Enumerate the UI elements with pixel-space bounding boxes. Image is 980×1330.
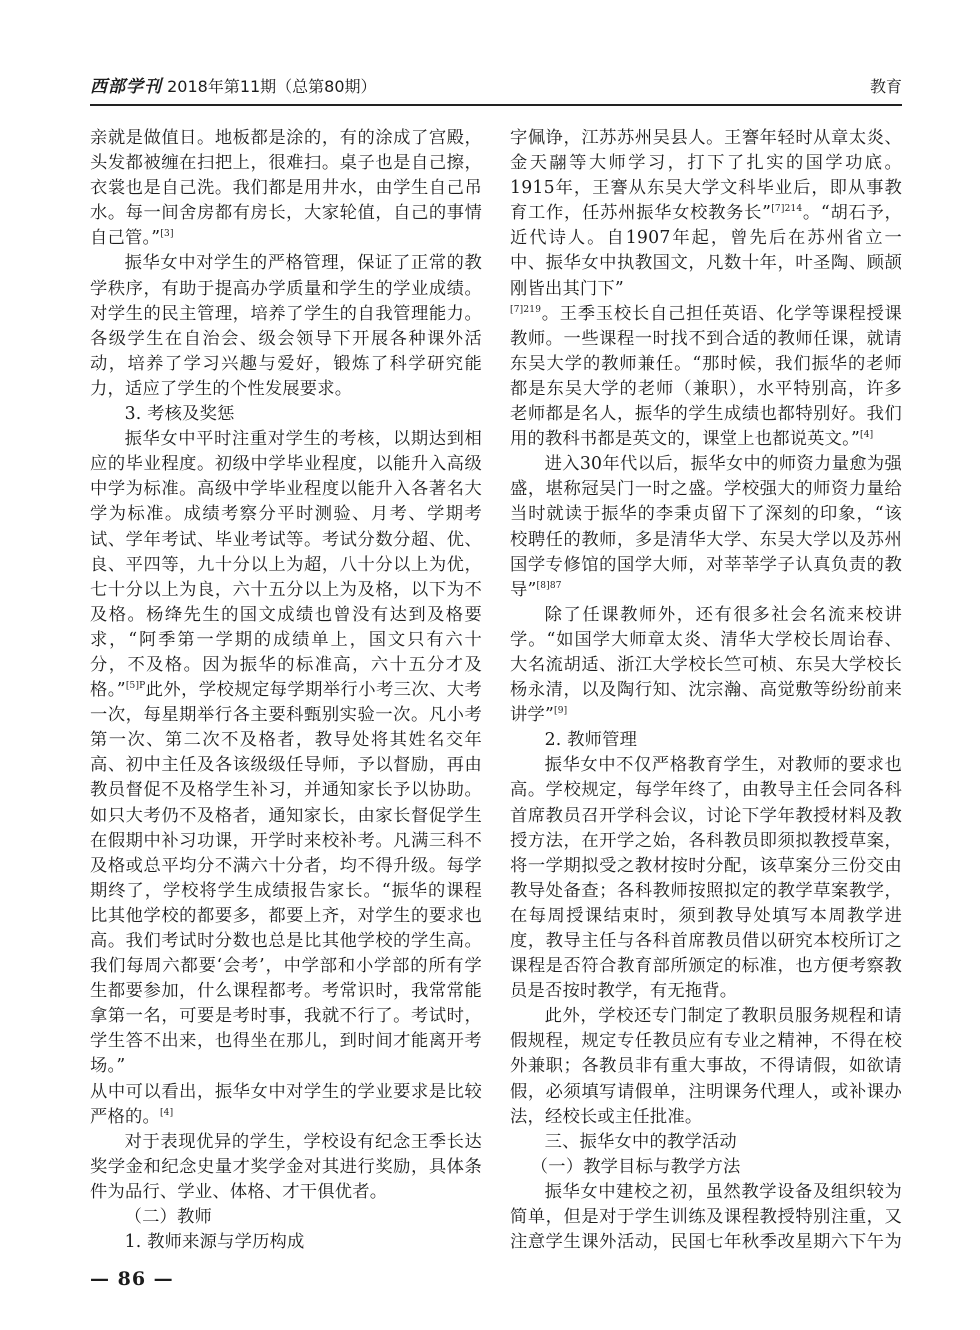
paragraph [90, 251, 482, 402]
paragraph-continued [510, 302, 902, 453]
paragraph-text: 。王季玉校长自己担任英语、化学等课程授课教师。一些课程一时找不到合适的教师任课，就请东吴大学的教师兼任。“那时候，我们振华的老师都是东吴大学的老师（兼职），水平特别高，许多老师都是名人，振华的学生成绩也都特别好。我们用的教科书都是英文的，课堂上也都说英文。” [510, 303, 902, 450]
paragraph-text: 进入30年代以后，振华女中的师资力量愈为强盛，堪称冠吴门一时之盛。学校强大的师资力量给当时就读于振华的李秉贞留下了深刻的印象，“该校聘任的教师，多是清华大学、东吴大学以及苏州国学专修馆的国学大师，对莘莘学子认真负责的教导” [510, 454, 902, 600]
paragraph-continued [90, 126, 482, 251]
paragraph-text: 。“胡石予，近代诗人。自1907年起，曾先后在苏州省立一中、振华女中执教国文，凡数十年，叶圣陶、顾颉刚皆出其门下” [510, 203, 902, 299]
citation-ref: [8]87 [536, 580, 562, 591]
paragraph [90, 1130, 482, 1205]
journal-info [90, 74, 377, 100]
section-heading [510, 1130, 902, 1155]
citation-ref: [9] [554, 706, 568, 717]
paragraph [510, 753, 902, 1004]
section-heading [510, 728, 902, 753]
paragraph-text: 3. 考核及奖惩 [124, 404, 235, 425]
paragraph-text: 此外，学校还专门制定了教职员服务规程和请假规程，规定专任教员应有专业之精神，不得在校外兼职；各教员非有重大事故，不得请假，如欲请假，必须填写请假单，注明课务代理人，或补课办法，经校长或主任批准。 [510, 1006, 902, 1127]
right-column [510, 126, 902, 1256]
paragraph [510, 1004, 902, 1129]
paragraph-text: 振华女中平时注重对学生的考核，以期达到相应的毕业程度。初级中学毕业程度，以能升入高级中学为标准。高级中学毕业程度以能升入各著名大学为标准。成绩考察分平时测验、月考、学期考试、学年考试、毕业考试等。考试分数分超、优、良、平四等，九十分以上为超，八十分以上为优，七十分以上为良，六十五分以上为及格，以下为不及格。杨绛先生的国文成绩也曾没有达到及格要求，“阿季第一学期的成绩单上，国文只有六十分，不及格。因为振华的标准高，六十五分才及格。” [90, 429, 482, 701]
page-number: — 86 — [90, 1268, 174, 1290]
paragraph-text: 三、振华女中的教学活动 [544, 1131, 737, 1152]
paragraph-continued [510, 126, 902, 302]
paragraph-text: 振华女中不仅严格教育学生，对教师的要求也高。学校规定，每学年终了，由教导主任会同各科首席教员召开学科会议，讨论下学年教授材料及教授方法，在开学之始，各科教员即须拟教授草案，将一学期拟受之教材按时分配，该草案分三份交由教导处备查；各科教师按照拟定的教学草案教学，在每周授课结束时，须到教导处填写本周教学进度，教导主任与各科首席教员借以研究本校所订之课程是否符合教育部所颁定的标准，也方便考察教员是否按时教学，有无拖背。 [510, 755, 902, 1002]
paragraph [510, 452, 902, 603]
paragraph-text: 此外，学校规定每学期举行小考三次、大考一次，每星期举行各主要科甄别实验一次。凡小考第一次、第二次不及格者，教导处将其姓名交年高、初中主任及各该级级任导师，予以督励，再由教员督促不及格学生补习，并通知家长予以协助。如只大考仍不及格者，通知家长，由家长督促学生在假期中补习功课，开学时来校补考。凡满三科不及格或总平均分不满六十分者，均不得升级。每学期终了，学校将学生成绩报告家长。“振华的课程比其他学校的都要多，都要上齐，对学生的要求也高。我们考试时分数也总是比其他学校的学生高。我们每周六都要‘会考’，中学部和小学部的所有学生都要参加，什么课程都考。考常识时，我常常能拿第一名，可要是考时事，我就不行了。考试时，学生答不出来，也得坐在那儿，到时间才能离开考场。” [90, 680, 482, 1077]
paragraph-text: 振华女中建校之初，虽然教学设备及组织较为简单，但是对于学生训练及课程教授特别注重，又注意学生课外活动，民国七年秋季改星期六下午为 [510, 1181, 902, 1253]
paragraph-text: 字佩诤，江苏苏州吴县人。王謇年轻时从章太炎、金天翮等大师学习，打下了扎实的国学功底。1915年，王謇从东吴大学文科毕业后，即从事教育工作，任苏州振华女校教务长” [510, 128, 902, 224]
section-heading [90, 1205, 482, 1230]
paragraph-text: 振华女中对学生的严格管理，保证了正常的教学秩序，有助于提高办学质量和学生的学业成绩。对学生的民主管理，培养了学生的自我管理能力。各级学生在自治会、级会领导下开展各种课外活动，培养了学习兴趣与爱好，锻炼了科学研究能力，适应了学生的个性发展要求。 [90, 253, 482, 399]
citation-ref: [7]214 [771, 204, 803, 215]
paragraph-text: 除了任课教师外，还有很多社会名流来校讲学。“如国学大师章太炎、清华大学校长周诒春、大名流胡适、浙江大学校长竺可桢、东吴大学校长杨永清，以及陶行知、沈宗瀚、高觉敷等纷纷前来讲学” [510, 604, 902, 726]
paragraph [90, 1255, 482, 1256]
citation-ref: [7]219 [510, 304, 542, 315]
paragraph-text: 从中可以看出，振华女中对学生的学业要求是比较严格的。 [90, 1081, 482, 1127]
citation-ref: [4] [860, 430, 874, 441]
section-label: 教育 [869, 77, 902, 96]
paragraph-text: 对于表现优异的学生，学校设有纪念王季长达奖学金和纪念史量才奖学金对其进行奖励，具体条件为品行、学业、体格、才干俱优者。 [90, 1131, 482, 1202]
paragraph-text: （一）教学目标与教学方法 [530, 1156, 741, 1177]
paragraph [510, 603, 902, 728]
paragraph [510, 1180, 902, 1256]
paragraph-text: 亲就是做值日。地板都是涂的，有的涂成了宫殿，头发都被缠在扫把上，很难扫。桌子也是自己擦，衣裳也是自己洗。我们都是用井水，由学生自己吊水。每一间舍房都有房长，大家轮值，自己的事情自己管。” [90, 128, 482, 249]
running-header [90, 74, 902, 100]
citation-ref: [3] [160, 229, 174, 240]
paragraph [90, 427, 482, 1079]
issue-info: 2018年第11期（总第80期） [167, 77, 377, 96]
paragraph-text: （二）教师 [124, 1207, 213, 1228]
subsection-heading [510, 1155, 902, 1180]
section-heading [90, 402, 482, 427]
header-rule [90, 104, 902, 106]
left-column [90, 126, 482, 1256]
citation-ref: [5]P [125, 681, 146, 692]
section-heading [90, 1230, 482, 1255]
paragraph-text: 1. 教师来源与学历构成 [124, 1232, 305, 1253]
journal-name: 西部学刊 [90, 77, 162, 97]
citation-ref: [4] [159, 1107, 174, 1118]
paragraph-text: 2. 教师管理 [544, 730, 638, 751]
paragraph-continued [90, 1080, 482, 1130]
